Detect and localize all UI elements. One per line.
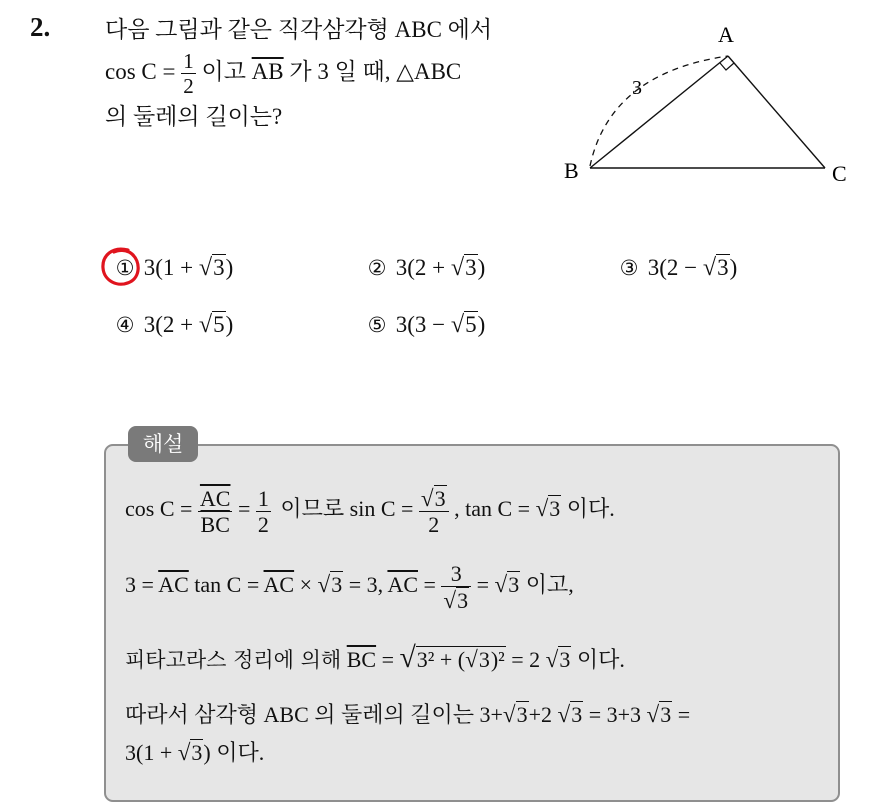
question-line-2: cos C = $\frac{1}{2}$ 이고 $\overline{AB}$ 가 3 일 때, △ABC xyxy=(105,49,462,99)
solution-line-5: 3(1 + √3) 이다. xyxy=(125,739,265,765)
solution-line-3: 피타고라스 정리에 의해 $\overline{BC} = √3^2 + (√3)^2 = 2$ √3 이다. xyxy=(125,642,625,674)
vertex-b-label: B xyxy=(564,158,579,183)
question-number: 2. xyxy=(30,12,51,42)
choice-1[interactable]: ① 3(1 + √3) xyxy=(115,254,234,281)
vertex-c-label: C xyxy=(832,161,847,186)
side-ac xyxy=(728,56,825,168)
choice-4[interactable]: ④ 3(2 + √5) xyxy=(115,311,234,338)
fraction-one-half: $\frac{1}{2}$ xyxy=(257,485,269,537)
fraction-one-half: $\frac{1}{2}$ xyxy=(183,49,194,99)
triangle-figure xyxy=(560,18,870,193)
big-sqrt: √3² + (√3)² xyxy=(399,642,505,674)
question-text xyxy=(105,10,545,137)
fraction-root3-over-2: $\frac{√3}{2}$ xyxy=(419,486,449,536)
right-angle-mark xyxy=(720,63,734,70)
answer-circle-mark xyxy=(98,244,144,290)
choice-3[interactable]: ③ 3(2 − √3) xyxy=(619,254,738,281)
solution-line-2: $3 = \overline{AC}$ $\tan C = \overline{AC} \times √3 = 3$, $\overline{AC}$ = $\frac{3}{√3}$ = √3 이고, xyxy=(125,561,574,614)
solution-line-1: cos C = $\frac{\overline{AC}}{BC}$ = $\frac{1}{2}$ 이므로 sin C = $\frac{√3}{2}$ , tan C = √3 이다. xyxy=(125,485,615,538)
side-ab xyxy=(590,56,728,168)
question-line-3: 의 둘레의 길이는? xyxy=(105,104,283,130)
question-line-1: 다음 그림과 같은 직각삼각형 ABC 에서 xyxy=(105,17,493,42)
ab-length-label: 3 xyxy=(632,77,642,99)
choice-2[interactable]: ② 3(2 + √3) xyxy=(367,254,486,281)
choice-5[interactable]: ⑤ 3(3 − √5) xyxy=(367,311,486,338)
fraction-ac-over-bc: $\frac{\overline{AC}}{BC}$ xyxy=(199,485,231,537)
solution-tag: 해설 xyxy=(128,426,198,462)
segment-ab: $\overline{AB}$ xyxy=(251,58,284,84)
solution-line-4: 따라서 삼각형 ABC 의 둘레의 길이는 3+√3+2 √3 = 3+3 √3 = xyxy=(125,701,691,727)
vertex-a-label: A xyxy=(718,22,734,47)
fraction-3-over-root3: $\frac{3}{√3}$ xyxy=(441,562,471,612)
